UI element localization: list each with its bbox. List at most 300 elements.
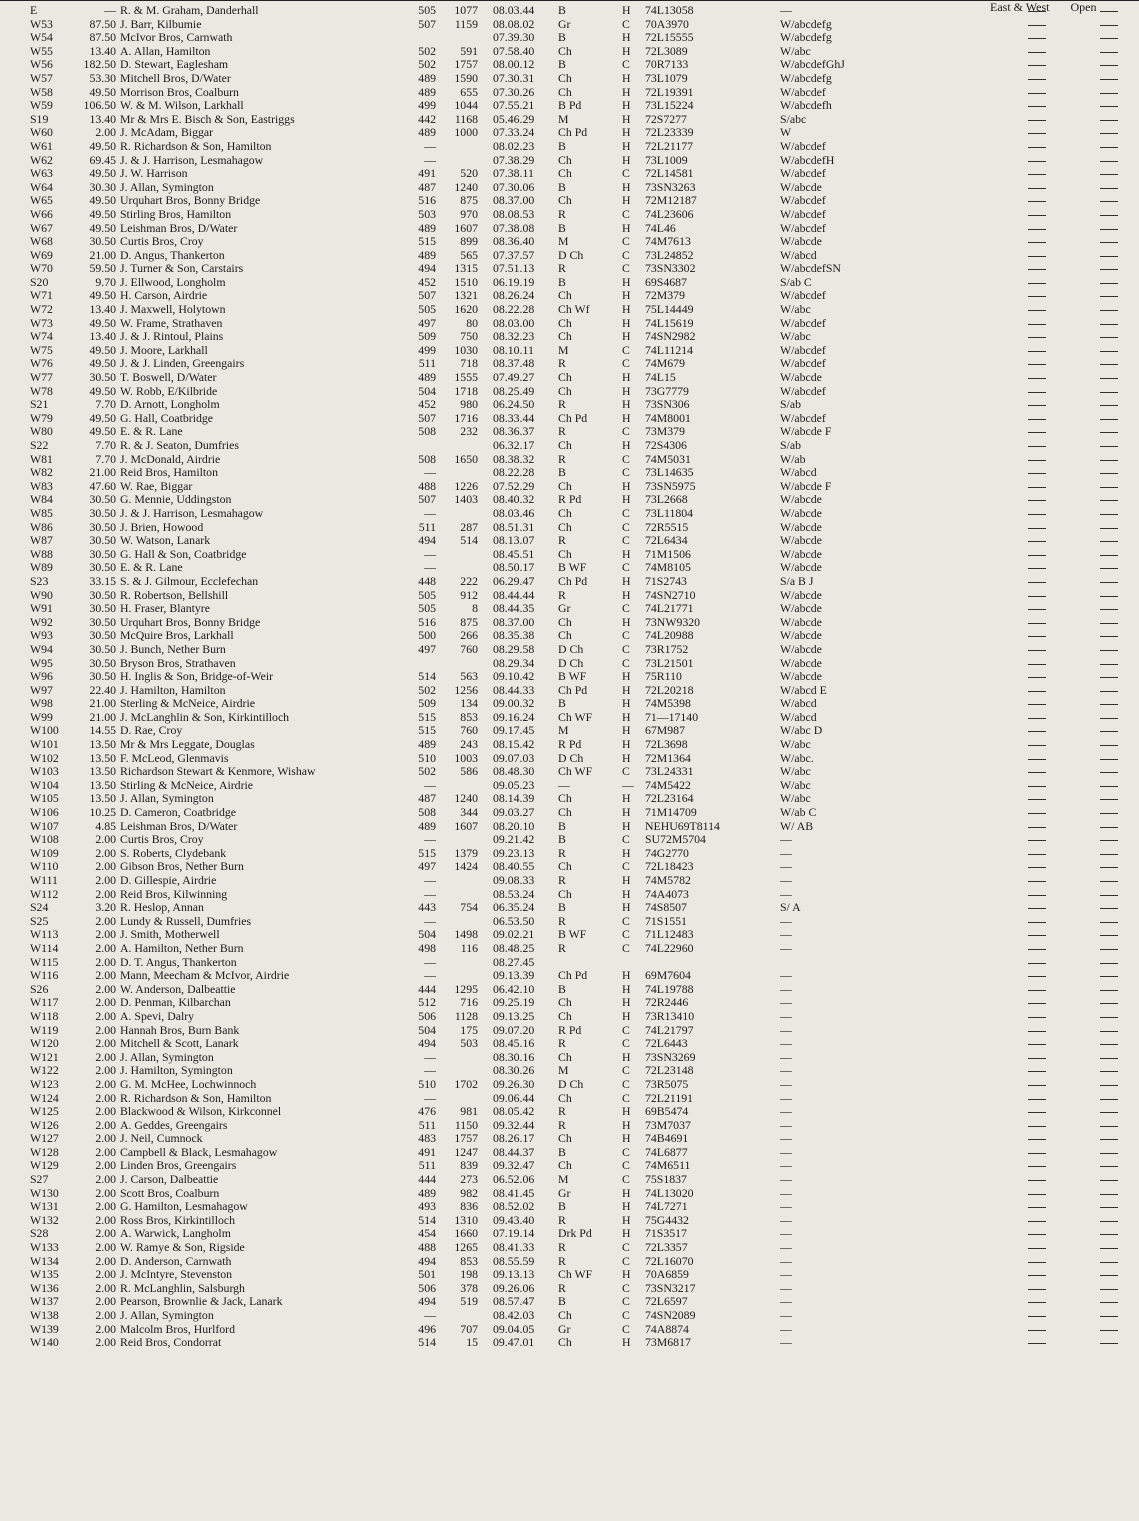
result-row <box>0 18 1139 32</box>
open-dash <box>1100 201 1118 202</box>
cell-ring2: 74L22960 <box>645 940 694 955</box>
cell-pts: 53.30 <box>89 70 116 85</box>
cell-code: W105 <box>30 791 59 806</box>
cell-name: G. Hamilton, Lesmahagow <box>120 1200 248 1214</box>
cell-col: Ch Wf <box>558 302 590 317</box>
cell-ring2: 72L16070 <box>645 1253 694 1268</box>
result-row <box>0 1037 1139 1051</box>
cell-col: B WF <box>558 927 587 942</box>
cell-num: 760 <box>460 723 478 738</box>
cell-name: Sterling & McNeice, Airdrie <box>120 697 255 711</box>
open-dash <box>1100 1289 1118 1290</box>
cell-time: 09.13.39 <box>493 968 535 983</box>
cell-col: Ch <box>558 519 572 534</box>
cell-col: Ch Pd <box>558 682 588 697</box>
cell-pts: 30.30 <box>89 179 116 194</box>
cell-num: 707 <box>460 1321 478 1336</box>
east-west-dash <box>1028 664 1046 665</box>
cell-note: W/abcd <box>780 465 817 480</box>
result-row <box>0 561 1139 575</box>
cell-num: 1716 <box>454 410 478 425</box>
cell-ring2: 72M379 <box>645 288 685 303</box>
cell-ring2: 71M1506 <box>645 546 691 561</box>
east-west-dash <box>1028 460 1046 461</box>
cell-time: 08.44.33 <box>493 682 535 697</box>
cell-num: 1003 <box>454 750 478 765</box>
east-west-dash <box>1028 256 1046 257</box>
open-dash <box>1100 1031 1118 1032</box>
cell-code: W74 <box>30 329 53 344</box>
cell-note: W/abcde <box>780 587 822 602</box>
east-west-dash <box>1028 392 1046 393</box>
cell-sex: C <box>622 1294 630 1309</box>
east-west-dash <box>1028 1099 1046 1100</box>
cell-code: W98 <box>30 696 53 711</box>
cell-pts: 30.50 <box>89 601 116 616</box>
cell-time: 09.13.25 <box>493 1008 535 1023</box>
open-dash <box>1100 759 1118 760</box>
cell-name: H. Fraser, Blantyre <box>120 602 210 616</box>
cell-sex: H <box>622 138 631 153</box>
cell-ring: — <box>424 954 436 969</box>
cell-sex: H <box>622 845 631 860</box>
result-row <box>0 154 1139 168</box>
cell-sex: C <box>622 234 630 249</box>
cell-note: W/abc <box>780 777 811 792</box>
result-row <box>0 222 1139 236</box>
cell-ring: 494 <box>418 261 436 276</box>
open-dash <box>1100 405 1118 406</box>
cell-name: W. Ramye & Son, Rigside <box>120 1241 245 1255</box>
cell-ring: 505 <box>418 3 436 17</box>
result-row <box>0 453 1139 467</box>
cell-ring2: 73L21501 <box>645 655 694 670</box>
cell-col: D Ch <box>558 247 584 262</box>
cell-pts: 30.50 <box>89 519 116 534</box>
cell-code: W79 <box>30 410 53 425</box>
cell-name: J. Hamilton, Hamilton <box>120 683 226 697</box>
cell-pts: 30.50 <box>89 614 116 629</box>
cell-time: 05.46.29 <box>493 111 535 126</box>
east-west-dash <box>1028 1330 1046 1331</box>
cell-col: B <box>558 832 566 847</box>
result-row <box>0 765 1139 779</box>
cell-name: J. Hamilton, Symington <box>120 1064 233 1078</box>
cell-code: W61 <box>30 138 53 153</box>
cell-ring: 505 <box>418 302 436 317</box>
cell-name: D. Penman, Kilbarchan <box>120 996 231 1010</box>
cell-note: W/abcde <box>780 560 822 575</box>
open-dash <box>1100 188 1118 189</box>
cell-name: R. McLanghlin, Salsburgh <box>120 1281 245 1295</box>
cell-col: R Pd <box>558 492 582 507</box>
result-row <box>0 1227 1139 1241</box>
cell-time: 09.00.32 <box>493 696 535 711</box>
cell-code: W72 <box>30 302 53 317</box>
cell-note: W/abcdefh <box>780 98 832 113</box>
cell-num: 266 <box>460 628 478 643</box>
open-dash <box>1100 460 1118 461</box>
cell-name: Linden Bros, Greengairs <box>120 1159 237 1173</box>
cell-sex: C <box>622 1063 630 1078</box>
open-dash <box>1100 1099 1118 1100</box>
result-row <box>0 385 1139 399</box>
cell-sex: H <box>622 152 631 167</box>
cell-code: W131 <box>30 1199 59 1214</box>
open-dash <box>1100 120 1118 121</box>
cell-code: W76 <box>30 356 53 371</box>
cell-ring: 514 <box>418 1335 436 1350</box>
cell-col: R <box>558 206 566 221</box>
cell-sex: C <box>622 465 630 480</box>
cell-pts: 49.50 <box>89 342 116 357</box>
cell-num: 839 <box>460 1158 478 1173</box>
open-dash <box>1100 364 1118 365</box>
cell-ring: 502 <box>418 682 436 697</box>
cell-name: G. Mennie, Uddingston <box>120 493 232 507</box>
cell-time: 08.38.32 <box>493 451 535 466</box>
cell-col: Ch WF <box>558 764 593 779</box>
cell-time: 07.33.24 <box>493 125 535 140</box>
cell-num: 1310 <box>454 1212 478 1227</box>
open-dash <box>1100 922 1118 923</box>
cell-pts: 21.00 <box>89 465 116 480</box>
cell-code: W65 <box>30 193 53 208</box>
cell-note: W/abcdef <box>780 315 826 330</box>
cell-ring: 476 <box>418 1104 436 1119</box>
cell-pts: 2.00 <box>95 832 116 847</box>
east-west-dash <box>1028 1302 1046 1303</box>
cell-name: Blackwood & Wilson, Kirkconnel <box>120 1105 282 1119</box>
east-west-dash <box>1028 1126 1046 1127</box>
cell-code: W78 <box>30 383 53 398</box>
cell-name: D. Stewart, Eaglesham <box>120 58 229 72</box>
cell-ring: 448 <box>418 573 436 588</box>
cell-sex: H <box>622 546 631 561</box>
east-west-dash <box>1028 867 1046 868</box>
cell-ring2: 70A3970 <box>645 16 689 31</box>
cell-num: 1590 <box>454 70 478 85</box>
cell-ring2: 72L6443 <box>645 1036 688 1051</box>
cell-note: — <box>780 1199 792 1214</box>
open-dash <box>1100 1343 1118 1344</box>
cell-code: S20 <box>30 274 49 289</box>
cell-col: Ch <box>558 329 572 344</box>
cell-pts: 2.00 <box>95 1267 116 1282</box>
cell-name: Leishman Bros, D/Water <box>120 819 238 833</box>
cell-sex: H <box>622 1226 631 1241</box>
cell-pts: 49.50 <box>89 166 116 181</box>
open-dash <box>1100 79 1118 80</box>
cell-note: W/abcdef <box>780 220 826 235</box>
cell-col: Ch <box>558 1158 572 1173</box>
open-dash <box>1100 731 1118 732</box>
cell-time: 07.37.57 <box>493 247 535 262</box>
cell-code: W136 <box>30 1280 59 1295</box>
open-dash <box>1100 1071 1118 1072</box>
cell-time: 07.38.29 <box>493 152 535 167</box>
cell-sex: H <box>622 3 631 17</box>
cell-ring: 483 <box>418 1131 436 1146</box>
result-row <box>0 629 1139 643</box>
cell-name: Pearson, Brownlie & Jack, Lanark <box>120 1295 283 1309</box>
cell-name: A. Geddes, Greengairs <box>120 1118 228 1132</box>
cell-name: Campbell & Black, Lesmahagow <box>120 1145 278 1159</box>
cell-ring2: 74S8507 <box>645 900 687 915</box>
cell-num: 232 <box>460 424 478 439</box>
cell-ring2: 74M679 <box>645 356 685 371</box>
cell-code: W116 <box>30 968 59 983</box>
cell-col: B <box>558 1199 566 1214</box>
cell-name: R. Robertson, Bellshill <box>120 588 229 602</box>
cell-pts: 59.50 <box>89 261 116 276</box>
cell-ring: — <box>424 138 436 153</box>
cell-ring: 493 <box>418 1199 436 1214</box>
cell-note: W <box>780 125 792 140</box>
cell-ring: 444 <box>418 981 436 996</box>
open-dash <box>1100 1275 1118 1276</box>
result-row <box>0 684 1139 698</box>
east-west-dash <box>1028 609 1046 610</box>
cell-sex: H <box>622 1335 631 1350</box>
cell-note: W/abcdef <box>780 138 826 153</box>
open-dash <box>1100 772 1118 773</box>
cell-pts: 2.00 <box>95 940 116 955</box>
cell-code: W125 <box>30 1104 59 1119</box>
cell-name: J. Allan, Symington <box>120 1309 214 1322</box>
cell-ring: 487 <box>418 791 436 806</box>
cell-num: 716 <box>460 995 478 1010</box>
cell-name: A. Hamilton, Nether Burn <box>120 941 244 955</box>
cell-sex: H <box>622 397 631 412</box>
cell-code: W55 <box>30 43 53 58</box>
cell-time: 07.51.13 <box>493 261 535 276</box>
result-row <box>0 493 1139 507</box>
cell-sex: H <box>622 478 631 493</box>
cell-time: 08.03.00 <box>493 315 535 330</box>
east-west-dash <box>1028 1248 1046 1249</box>
open-dash <box>1100 514 1118 515</box>
cell-col: R <box>558 424 566 439</box>
cell-pts: 2.00 <box>95 995 116 1010</box>
cell-pts: 87.50 <box>89 30 116 45</box>
cell-sex: H <box>622 329 631 344</box>
cell-time: 08.08.02 <box>493 16 535 31</box>
cell-note: — <box>780 1226 792 1241</box>
east-west-dash <box>1028 1153 1046 1154</box>
cell-note: — <box>780 1240 792 1255</box>
cell-code: W63 <box>30 166 53 181</box>
cell-note: W/abcdef <box>780 288 826 303</box>
result-row <box>0 657 1139 671</box>
cell-num: 134 <box>460 696 478 711</box>
cell-ring: 504 <box>418 383 436 398</box>
cell-pts: 2.00 <box>95 1158 116 1173</box>
cell-note: W/abcde F <box>780 424 832 439</box>
cell-name: D. Gillespie, Airdrie <box>120 874 217 887</box>
cell-sex: C <box>622 1321 630 1336</box>
cell-name: D. Angus, Thankerton <box>120 248 225 262</box>
cell-note: W/abcdefg <box>780 16 832 31</box>
cell-ring: 494 <box>418 1294 436 1309</box>
cell-name: G. Hall & Son, Coatbridge <box>120 547 247 561</box>
cell-note: — <box>780 1158 792 1173</box>
cell-pts: 47.60 <box>89 478 116 493</box>
cell-name: G. M. McHee, Lochwinnoch <box>120 1077 257 1091</box>
cell-time: 08.10.11 <box>493 342 534 357</box>
cell-ring: — <box>424 886 436 901</box>
cell-num: 378 <box>460 1280 478 1295</box>
cell-name: Reid Bros, Hamilton <box>120 466 218 480</box>
cell-note: — <box>780 859 792 874</box>
cell-note: — <box>780 913 792 928</box>
cell-time: 08.55.59 <box>493 1253 535 1268</box>
cell-time: 08.35.38 <box>493 628 535 643</box>
cell-name: Urquhart Bros, Bonny Bridge <box>120 194 261 208</box>
open-dash <box>1100 93 1118 94</box>
result-row <box>0 439 1139 453</box>
cell-name: J. Smith, Motherwell <box>120 928 220 942</box>
cell-sex: C <box>622 533 630 548</box>
result-row <box>0 670 1139 684</box>
cell-code: W100 <box>30 723 59 738</box>
cell-col: R <box>558 1240 566 1255</box>
cell-sex: H <box>622 682 631 697</box>
cell-time: 06.32.17 <box>493 438 535 452</box>
east-west-dash <box>1028 718 1046 719</box>
cell-num: 1757 <box>454 57 478 72</box>
cell-time: 08.03.44 <box>493 3 535 17</box>
open-dash <box>1100 786 1118 787</box>
cell-code: W127 <box>30 1131 59 1146</box>
cell-pts: 2.00 <box>95 1199 116 1214</box>
cell-time: 07.38.08 <box>493 220 535 235</box>
cell-ring2: 72S4306 <box>645 438 687 452</box>
cell-ring2: 73SN306 <box>645 397 690 412</box>
cell-num: 1240 <box>454 791 478 806</box>
cell-sex: C <box>622 1240 630 1255</box>
cell-ring2: 73L11804 <box>645 505 694 520</box>
cell-note: — <box>780 1008 792 1023</box>
cell-col: Ch <box>558 546 572 561</box>
cell-sex: C <box>622 261 630 276</box>
cell-num: 754 <box>460 900 478 915</box>
cell-name: Mr & Mrs E. Bisch & Son, Eastriggs <box>120 112 295 126</box>
cell-ring: — <box>424 505 436 520</box>
cell-time: 09.13.13 <box>493 1267 535 1282</box>
cell-note: S/ab <box>780 397 801 412</box>
cell-code: W54 <box>30 30 53 45</box>
result-row <box>0 1187 1139 1201</box>
cell-note: W/abcde <box>780 601 822 616</box>
result-row <box>0 58 1139 72</box>
cell-sex: H <box>622 125 631 140</box>
cell-ring2: 71S2743 <box>645 573 687 588</box>
east-west-dash <box>1028 419 1046 420</box>
cell-pts: 87.50 <box>89 16 116 31</box>
cell-pts: 49.50 <box>89 356 116 371</box>
east-west-dash <box>1028 990 1046 991</box>
east-west-dash <box>1028 541 1046 542</box>
cell-num: 912 <box>460 587 478 602</box>
cell-sex: H <box>622 383 631 398</box>
cell-note: W/abcdef <box>780 84 826 99</box>
cell-ring: 442 <box>418 111 436 126</box>
cell-code: W53 <box>30 16 53 31</box>
cell-col: Ch <box>558 370 572 385</box>
result-row <box>0 779 1139 793</box>
cell-pts: 2.00 <box>95 1022 116 1037</box>
cell-col: R <box>558 587 566 602</box>
cell-col: R <box>558 397 566 412</box>
cell-time: 09.10.42 <box>493 669 535 684</box>
cell-code: W113 <box>30 927 59 942</box>
cell-col: B Pd <box>558 98 582 113</box>
east-west-dash <box>1028 188 1046 189</box>
cell-ring: 489 <box>418 220 436 235</box>
cell-code: S24 <box>30 900 49 915</box>
cell-sex: C <box>622 1253 630 1268</box>
cell-time: 08.29.58 <box>493 641 535 656</box>
result-row <box>0 412 1139 426</box>
east-west-dash <box>1028 1031 1046 1032</box>
cell-code: W77 <box>30 370 53 385</box>
cell-name: J. Turner & Son, Carstairs <box>120 262 244 276</box>
cell-col: Ch <box>558 1308 572 1322</box>
cell-pts: 30.50 <box>89 669 116 684</box>
east-west-dash <box>1028 895 1046 896</box>
cell-num: 1498 <box>454 927 478 942</box>
result-row <box>0 181 1139 195</box>
open-dash <box>1100 432 1118 433</box>
cell-col: D Ch <box>558 1076 584 1091</box>
cell-name: W. Rae, Biggar <box>120 479 193 493</box>
cell-col: Ch Pd <box>558 125 588 140</box>
cell-note: W/abc D <box>780 723 823 738</box>
cell-code: W124 <box>30 1090 59 1105</box>
cell-ring: — <box>424 1063 436 1078</box>
cell-code: W89 <box>30 560 53 575</box>
cell-col: M <box>558 342 569 357</box>
cell-num: 853 <box>460 1253 478 1268</box>
cell-col: R Pd <box>558 737 582 752</box>
cell-ring2: 74L46 <box>645 220 676 235</box>
cell-sex: H <box>622 1131 631 1146</box>
open-dash <box>1100 568 1118 569</box>
cell-num: 750 <box>460 329 478 344</box>
result-row <box>0 1309 1139 1323</box>
result-row <box>0 589 1139 603</box>
cell-name: D. Cameron, Coatbridge <box>120 806 236 820</box>
cell-time: 09.47.01 <box>493 1335 535 1350</box>
cell-time: 08.36.37 <box>493 424 535 439</box>
cell-ring: — <box>424 1308 436 1322</box>
cell-num: 1030 <box>454 342 478 357</box>
cell-note: W/abc <box>780 737 811 752</box>
cell-sex: C <box>622 519 630 534</box>
cell-ring2: 74SN2982 <box>645 329 696 344</box>
cell-note: — <box>780 1090 792 1105</box>
cell-ring2: 69B5474 <box>645 1104 689 1119</box>
cell-pts: 30.50 <box>89 641 116 656</box>
cell-pts: 2.00 <box>95 913 116 928</box>
cell-col: R <box>558 1212 566 1227</box>
cell-sex: H <box>622 370 631 385</box>
east-west-dash <box>1028 25 1046 26</box>
open-dash <box>1100 827 1118 828</box>
open-dash <box>1100 840 1118 841</box>
cell-note: W/abcde <box>780 505 822 520</box>
